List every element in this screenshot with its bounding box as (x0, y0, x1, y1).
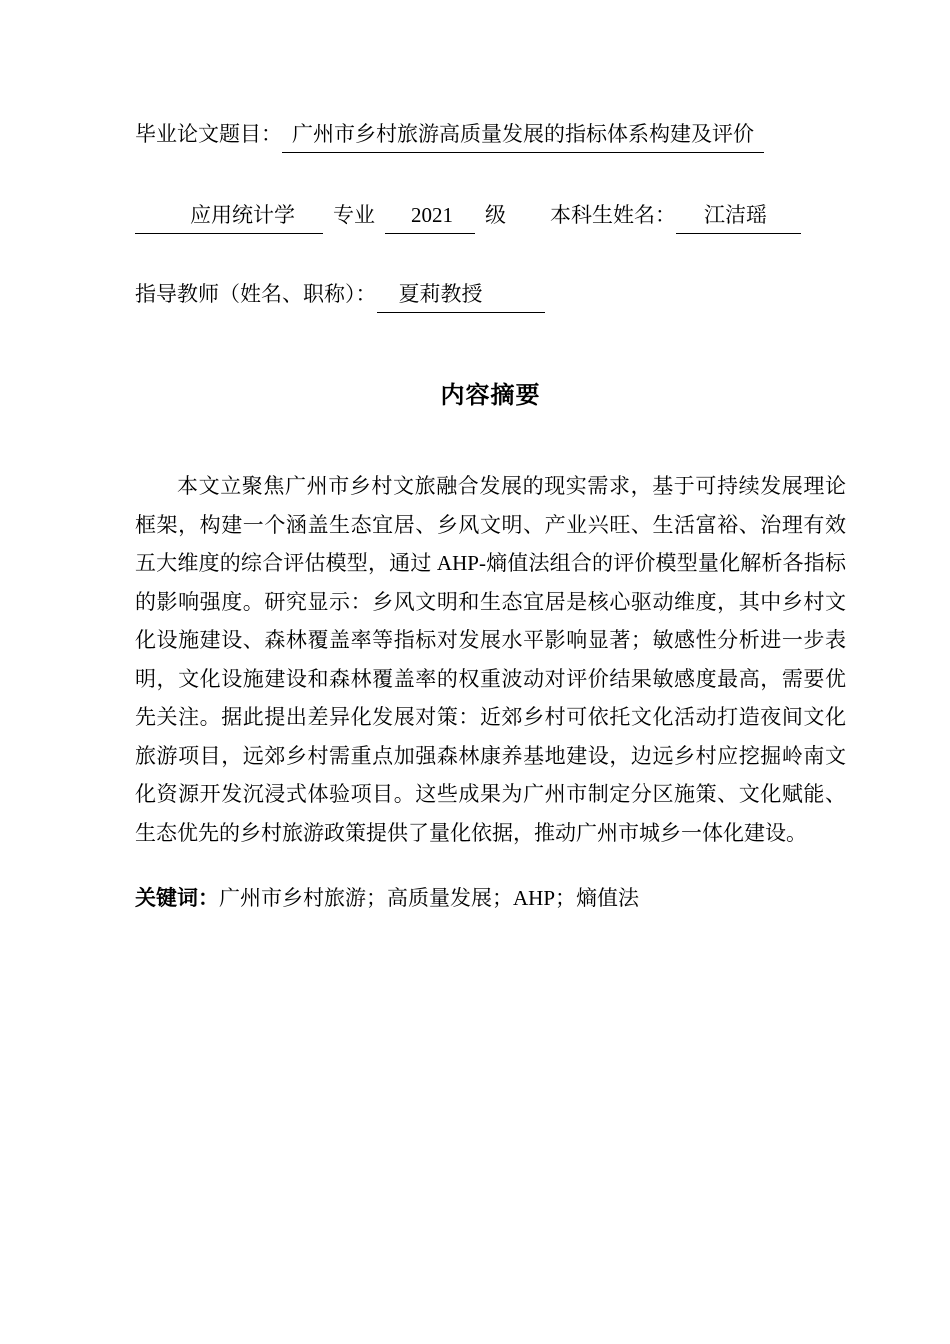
advisor-value: 夏莉教授 (377, 278, 545, 313)
major-value: 应用统计学 (135, 199, 323, 234)
thesis-title-line (135, 118, 846, 153)
major-grade-name-line (135, 199, 846, 234)
grade-label: 级 (485, 203, 506, 227)
keywords-line (135, 882, 846, 915)
thesis-title-value: 广州市乡村旅游高质量发展的指标体系构建及评价 (282, 118, 764, 153)
advisor-label: 指导教师（姓名、职称）： (135, 282, 377, 306)
keywords-value: 广州市乡村旅游；高质量发展；AHP；熵值法 (219, 886, 640, 910)
advisor-line (135, 278, 846, 313)
keywords-label: 关键词： (135, 887, 219, 910)
abstract-heading: 内容摘要 (440, 382, 541, 409)
abstract-body: 本文立聚焦广州市乡村文旅融合发展的现实需求，基于可持续发展理论框架，构建一个涵盖生态宜居、乡风文明、产业兴旺、生活富裕、治理有效五大维度的综合评估模型，通过 AHP-熵值法组合的评价模型量化解析各指标的影响强度。研究显示：乡风文明和生态宜居是核心驱动维度，其中乡村文化设施建设、森林覆盖率等指标对发展水平影响显著；敏感性分析进一步表明，文化设施建设和森林覆盖率的权重波动对评价结果敏感度最高，需要优先关注。据此提出差异化发展对策：近郊乡村可依托文化活动打造夜间文化旅游项目，远郊乡村需重点加强森林康养基地建设，边远乡村应挖掘岭南文化资源开发沉浸式体验项目。这些成果为广州市制定分区施策、文化赋能、生态优先的乡村旅游政策提供了量化依据，推动广州市城乡一体化建设。 (135, 474, 846, 845)
major-label: 专业 (333, 203, 375, 227)
thesis-title-label: 毕业论文题目： (135, 122, 282, 146)
grade-value: 2021 (385, 199, 475, 234)
student-name-value: 江洁瑶 (676, 199, 801, 234)
student-name-label: 本科生姓名： (550, 203, 676, 227)
